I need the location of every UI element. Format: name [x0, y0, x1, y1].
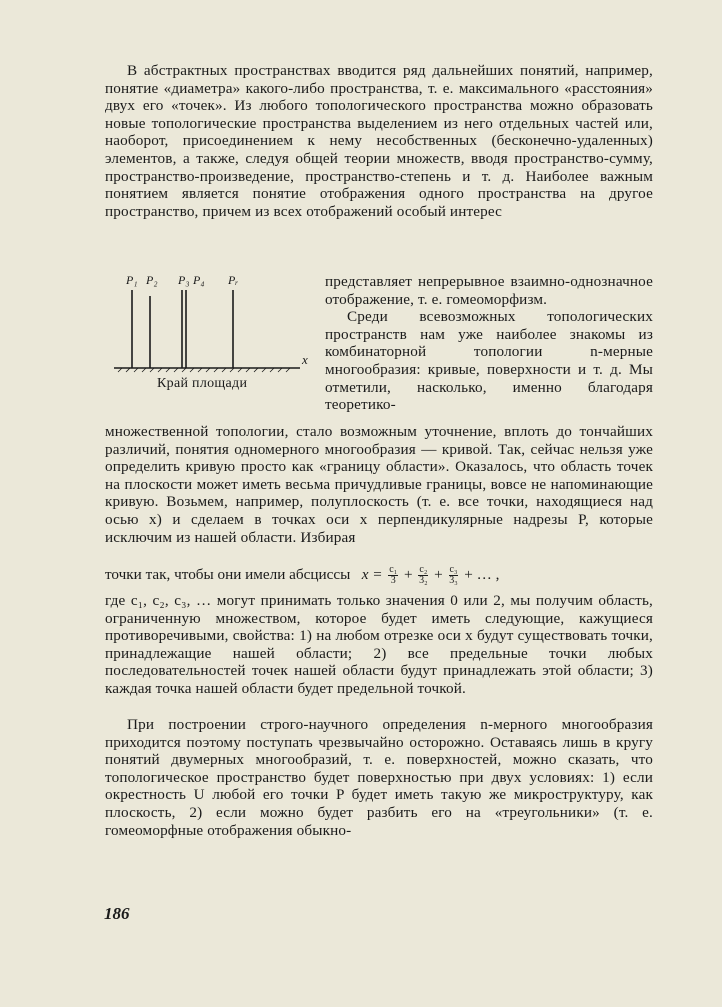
wrapped-text	[325, 273, 653, 414]
paragraph-1	[105, 62, 653, 220]
formula-prefix: точки так, чтобы они имели абсциссы	[105, 566, 351, 583]
figure-caption: Край площади	[157, 376, 248, 391]
label-p1: P₁	[126, 273, 138, 287]
label-p4: P₄	[193, 273, 205, 287]
fraction-1: $\frac{\text{c₁}}{3}$	[389, 564, 398, 587]
fraction-2: $\frac{\text{c₂}}{\text{3₂}}$	[419, 564, 428, 587]
label-pr: Pᵣ	[228, 273, 239, 287]
figure-labels	[125, 273, 238, 287]
paragraph-2	[105, 423, 653, 546]
wrap-text-a: представляет непрерывное взаимно-однозначное отображение, т. е. гомеоморфизм.	[325, 273, 653, 308]
formula-line: точки так, чтобы они имели абсциссы x = $\frac{\text{c₁}}{3}$ + $\frac{\text{c₂}}{\text{3₂}}$ + $\frac{\text{c₃}}{\text{3₃}}$ + … ,	[105, 564, 500, 587]
label-p2: P₂	[146, 273, 158, 287]
paragraph-3	[105, 592, 653, 698]
wrap-text-b: Среди всевозможных топологических пространств нам уже наиболее знакомы из комбинаторной топологии n-мерные многообразия: кривые, поверхности и т. д. Мы отметили, насколько, именно благодаря теоретико-	[325, 308, 653, 414]
page-number: 186	[104, 904, 130, 923]
formula-lhs: x =	[361, 566, 383, 583]
paragraph-3-text: где c₁, c₂, c₃, … могут принимать только значения 0 или 2, мы получим область, ограниченную множеством, которое будет иметь следующие, кажущиеся противоречивыми, свойства: 1) на любом отрезке оси x будут существовать точки, принадлежащие нашей области; 2) все предельные точки любых последовательностей точек нашей области будут принадлежать этой области; 3) каждая точка нашей области будет предельной точкой.	[105, 592, 653, 697]
formula-suffix: + … ,	[464, 566, 500, 583]
axis-x-label: x	[302, 352, 308, 367]
label-p3: P₃	[178, 273, 190, 287]
fraction-3: $\frac{\text{c₃}}{\text{3₃}}$	[449, 564, 458, 587]
paragraph-4	[105, 716, 653, 839]
paragraph-2-text: множественной топологии, стало возможным уточнение, вплоть до тончайших различий, понятия одномерного многообразия — кривой. Так, сейчас нельзя уже определить кривую просто как «границу области». Оказалось, что область точек на плоскости может иметь весьма причудливые границы, вовсе не напоминающие кривую. Возьмем, например, полуплоскость (т. е. все точки, находящиеся над осью x) и сделаем в точках оси x перпендикулярные надрезы P, которые исключим из нашей области. Избирая	[105, 423, 653, 546]
paragraph-1-text: В абстрактных пространствах вводится ряд дальнейших понятий, например, понятие «диаметра» какого-либо пространства, т. е. максимального «расстояния» двух его «точек». Из любого топологического пространства можно образовать новые топологические пространства выделением из него отдельных частей или, наоборот, присоединением к нему несобственных (бесконечно-удаленных) элементов, а также, следуя общей теории множеств, вводя пространство-сумму, пространство-произведение, пространство-степень и т. д. Наиболее важным понятием является понятие отображения одного пространства на другое пространство, причем из всех отображений особый интерес	[105, 62, 653, 220]
paragraph-4-text: При построении строго-научного определения n-мерного многообразия приходится поэтому поступать чрезвычайно осторожно. Оставаясь лишь в кругу понятий двумерных многообразий, т. е. поверхностей, можно сказать, что топологическое пространство будет поверхностью при двух условиях: 1) если окрестность U любой его точки P будет иметь такую же микроструктуру, как плоскость, 2) если можно будет разбить его на «треугольники» (т. е. гомеоморфные отображения обыкно-	[105, 716, 653, 839]
